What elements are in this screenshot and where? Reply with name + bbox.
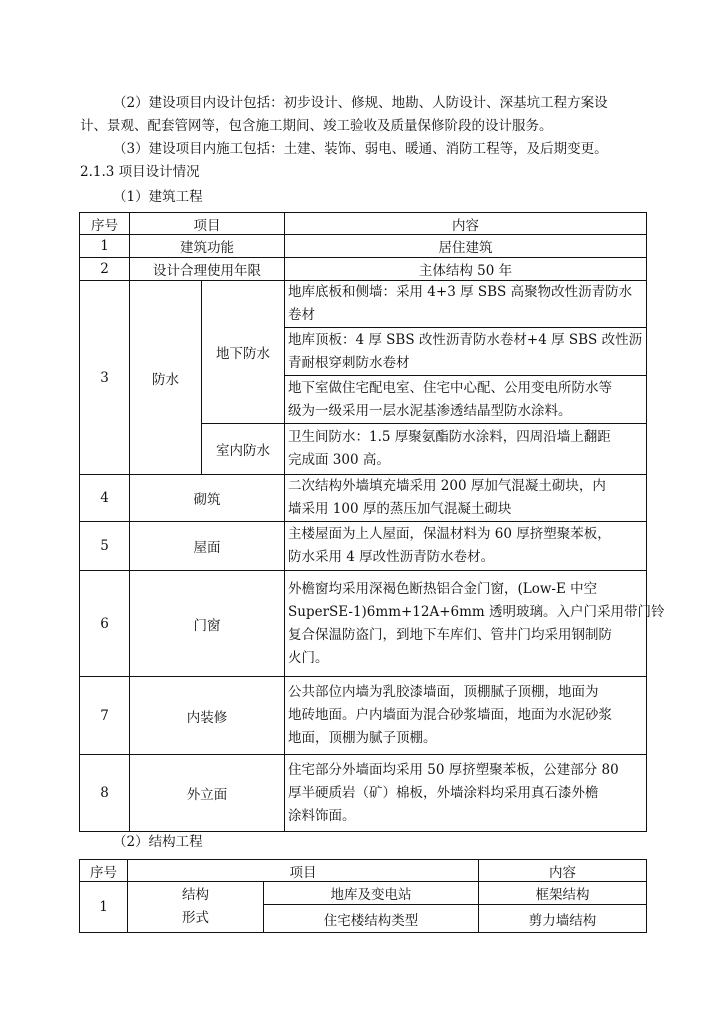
subsection-title-structure: （2）结构工程 (113, 834, 203, 850)
table-row (80, 281, 647, 328)
table-header-row (80, 860, 647, 882)
row-item: 屋面 (130, 522, 285, 571)
row-content: 剪力墙结构 (479, 905, 647, 933)
architecture-table (79, 212, 665, 832)
intro-paragraph-item2 (80, 92, 646, 138)
row-subitem: 地下防水 (202, 281, 285, 424)
table-row (80, 475, 647, 522)
header-content: 内容 (479, 860, 647, 882)
header-no: 序号 (80, 860, 128, 882)
row-content: 住宅部分外墙面均采用 50 厚挤塑聚苯板，公建部分 80 厚半硬质岩（矿）棉板，外墙涂料均采用真石漆外檐 涂料饰面。 (285, 755, 647, 832)
text-line: （3）建设项目内施工包括：土建、装饰、弱电、暖通、消防工程等，及后期变更。 (113, 141, 608, 157)
row-content: 二次结构外墙填充墙采用 200 厚加气混凝土砌块，内 墙采用 100 厚的蒸压加气混凝土砌块 (285, 475, 647, 522)
header-item: 项目 (128, 860, 479, 882)
table-row (80, 677, 647, 755)
row-content: 公共部位内墙为乳胶漆墙面，顶棚腻子顶棚，地面为 地砖地面。户内墙面为混合砂浆墙面，地面为水泥砂浆 地面，顶棚为腻子顶棚。 (285, 677, 647, 755)
header-content: 内容 (285, 213, 647, 235)
row-item: 建筑功能 (130, 235, 285, 258)
row-item: 内装修 (130, 677, 285, 755)
text-line: （2）建设项目内设计包括：初步设计、修规、地勘、人防设计、深基坑工程方案设 (113, 95, 608, 111)
row-content: 地库顶板：4 厚 SBS 改性沥青防水卷材+4 厚 SBS 改性沥 青耐根穿刺防水卷材 (285, 328, 647, 376)
row-item: 外立面 (130, 755, 285, 832)
row-no: 7 (80, 677, 130, 755)
row-no: 8 (80, 755, 130, 832)
row-content: 主体结构 50 年 (285, 258, 647, 281)
table-row (80, 571, 647, 677)
row-no: 1 (80, 235, 130, 258)
row-no: 6 (80, 571, 130, 677)
row-group: 结构 形式 (128, 882, 264, 933)
section-heading: 2.1.3 项目设计情况 (80, 164, 200, 180)
row-content: 框架结构 (479, 882, 647, 905)
table-row (80, 522, 647, 571)
row-content: 外檐窗均采用深褐色断热铝合金门窗，(Low-E 中空 SuperSE-1)6mm+12A+6mm 透明玻璃。入户门采用带门铃 复合保温防盗门，到地下车库们、管井门均采用钢制防 火门。 (285, 571, 647, 677)
row-item: 地库及变电站 (264, 882, 479, 905)
row-item: 门窗 (130, 571, 285, 677)
row-no: 1 (80, 882, 128, 933)
structure-table (79, 859, 647, 933)
row-content: 居住建筑 (285, 235, 647, 258)
table-row (80, 258, 647, 281)
intro-paragraph-item3 (80, 138, 646, 161)
subsection-title-architecture: （1）建筑工程 (113, 189, 203, 205)
row-item: 防水 (130, 281, 202, 475)
text-line: 计、景观、配套管网等，包含施工期间、竣工验收及质量保修阶段的设计服务。 (80, 118, 553, 134)
table-row (80, 882, 647, 905)
table-row (80, 235, 647, 258)
row-item: 住宅楼结构类型 (264, 905, 479, 933)
row-content: 地下室做住宅配电室、住宅中心配、公用变电所防水等 级为一级采用一层水泥基渗透结晶型防水涂料。 (285, 376, 647, 424)
row-item: 设计合理使用年限 (130, 258, 285, 281)
row-item: 砌筑 (130, 475, 285, 522)
table-header-row (80, 213, 647, 235)
row-content: 主楼屋面为上人屋面，保温材料为 60 厚挤塑聚苯板， 防水采用 4 厚改性沥青防水卷材。 (285, 522, 647, 571)
row-subitem: 室内防水 (202, 424, 285, 475)
header-item: 项目 (130, 213, 285, 235)
row-no: 5 (80, 522, 130, 571)
row-no: 3 (80, 281, 130, 475)
table-row (80, 755, 647, 832)
row-content: 卫生间防水：1.5 厚聚氨酯防水涂料，四周沿墙上翻距 完成面 300 高。 (285, 424, 647, 475)
header-no: 序号 (80, 213, 130, 235)
row-no: 2 (80, 258, 130, 281)
row-no: 4 (80, 475, 130, 522)
row-content: 地库底板和侧墙：采用 4+3 厚 SBS 高聚物改性沥青防水 卷材 (285, 281, 647, 328)
